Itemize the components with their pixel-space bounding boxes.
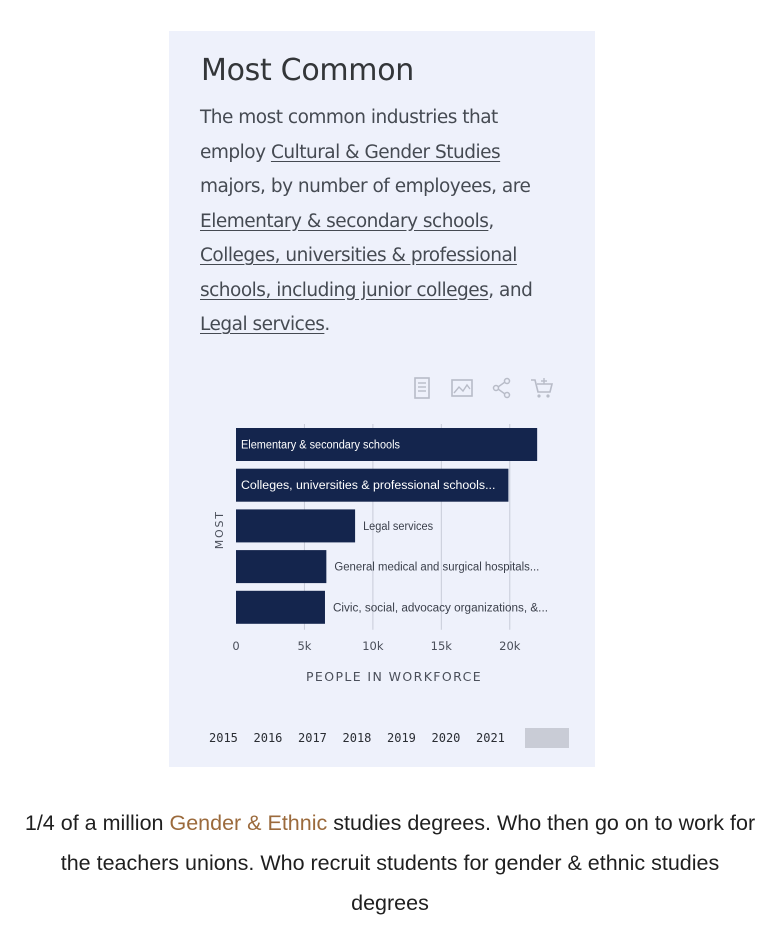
bar bbox=[236, 509, 355, 542]
industry-link-colleges[interactable]: Colleges, universities & professional schools, including junior colleges bbox=[200, 245, 517, 301]
bar bbox=[236, 550, 326, 583]
industry-link-legal[interactable]: Legal services bbox=[200, 314, 325, 335]
bar-label: Elementary & secondary schools bbox=[241, 439, 401, 452]
bar-label: Colleges, universities & professional schools... bbox=[241, 480, 496, 493]
post-caption bbox=[20, 803, 760, 923]
chart-toolbar bbox=[409, 373, 559, 403]
x-tick-label: 20k bbox=[499, 638, 521, 653]
x-tick-label: 15k bbox=[430, 638, 452, 653]
x-tick-label: 5k bbox=[297, 638, 312, 653]
year-option[interactable]: 2020 bbox=[431, 731, 461, 745]
desc-text: The most common industries that employ bbox=[200, 107, 498, 163]
year-selector bbox=[209, 728, 569, 748]
bar bbox=[236, 591, 325, 624]
desc-text: majors, by number of employees, are bbox=[200, 176, 531, 197]
caption-highlight[interactable]: Gender & Ethnic bbox=[169, 811, 328, 835]
caption-text: 1/4 of a million bbox=[24, 811, 170, 835]
caption-text: studies degrees. Who then go on to work for the teachers unions. Who recruit students for gender & ethnic studies degrees bbox=[60, 811, 756, 915]
cart-icon[interactable] bbox=[529, 375, 555, 401]
desc-text: , bbox=[488, 210, 494, 232]
bar-label: Legal services bbox=[363, 520, 434, 533]
year-option[interactable]: 2019 bbox=[387, 731, 416, 745]
industry-link-elementary[interactable]: Elementary & secondary schools bbox=[200, 210, 489, 232]
major-link[interactable]: Cultural & Gender Studies bbox=[270, 141, 501, 163]
year-option[interactable]: 2015 bbox=[209, 731, 238, 745]
desc-text: . bbox=[324, 314, 330, 335]
x-axis-title: PEOPLE IN WORKFORCE bbox=[305, 668, 483, 684]
image-icon[interactable] bbox=[449, 375, 475, 401]
x-tick-label: 0 bbox=[232, 638, 240, 653]
year-option[interactable]: 2016 bbox=[253, 731, 283, 745]
desc-text: , and bbox=[488, 279, 533, 301]
share-icon[interactable] bbox=[489, 375, 515, 401]
x-tick-label: 10k bbox=[362, 638, 384, 653]
bar-label: Civic, social, advocacy organizations, &... bbox=[332, 602, 548, 615]
bar-chart bbox=[169, 411, 595, 711]
document-icon[interactable] bbox=[409, 375, 435, 401]
year-slider-handle[interactable] bbox=[525, 728, 570, 748]
year-option[interactable]: 2021 bbox=[476, 731, 505, 745]
chart-card bbox=[169, 31, 595, 767]
year-option[interactable]: 2017 bbox=[298, 731, 327, 745]
bar-label: General medical and surgical hospitals... bbox=[334, 561, 540, 574]
year-option[interactable]: 2018 bbox=[342, 731, 372, 745]
card-title: Most Common bbox=[201, 53, 414, 88]
y-axis-title: MOST bbox=[213, 510, 226, 550]
card-description bbox=[200, 101, 560, 343]
